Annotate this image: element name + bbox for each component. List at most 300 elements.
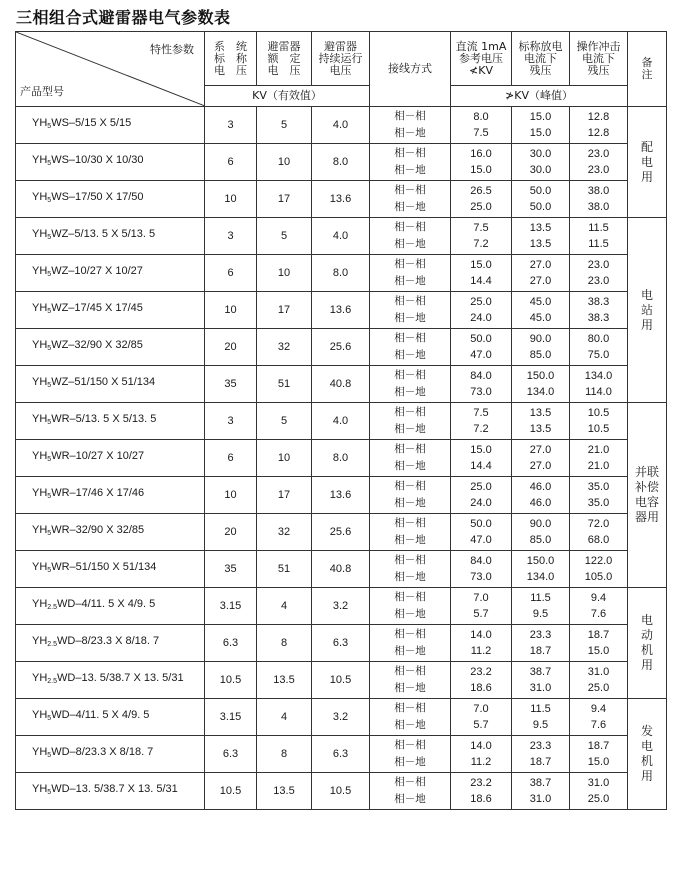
- residual-nominal-cell-value-2: 27.0: [529, 275, 552, 287]
- param-label: 特性参数: [150, 43, 194, 56]
- residual-nominal-cell-value-1: 90.0: [529, 333, 552, 345]
- residual-nominal-cell-value-2: 9.5: [532, 608, 549, 620]
- model-cell: [16, 699, 205, 736]
- table-row: [16, 107, 667, 144]
- residual-nominal-cell-value-1: 90.0: [529, 518, 552, 530]
- model-subscript: 5: [47, 160, 52, 167]
- connection-phase-phase: 相－相: [394, 147, 426, 159]
- connection-phase-ground: 相－地: [394, 608, 426, 620]
- continuous-voltage-cell: 13.6: [312, 292, 370, 329]
- connection-phase-phase: 相－相: [394, 554, 426, 566]
- unit-peak: ≯KV（峰值）: [451, 86, 628, 107]
- model-subscript: 5: [47, 752, 52, 759]
- note-cell: [628, 588, 667, 699]
- model-prefix: YH: [32, 413, 48, 425]
- system-voltage-cell: 10.5: [205, 773, 257, 810]
- connection-phase-phase: 相－相: [394, 517, 426, 529]
- connection-cell: [370, 514, 451, 551]
- residual-switching-cell: [570, 107, 628, 144]
- connection-cell: [370, 366, 451, 403]
- residual-switching-cell-value-1: 38.0: [587, 185, 610, 197]
- dc-reference-cell: [451, 699, 512, 736]
- residual-switching-cell-value-2: 75.0: [587, 349, 610, 361]
- parameter-table: [15, 31, 667, 810]
- header-text-line: 参考电压: [459, 51, 503, 65]
- model-suffix: WS–10/30 X 10/30: [51, 154, 144, 166]
- dc-reference-cell: [451, 218, 512, 255]
- residual-switching-cell-value-1: 18.7: [587, 629, 610, 641]
- dc-reference-cell-value-1: 14.0: [470, 629, 492, 641]
- dc-reference-cell-value-1: 8.0: [473, 111, 489, 123]
- connection-phase-ground: 相－地: [394, 534, 426, 546]
- connection-phase-ground: 相－地: [394, 756, 426, 768]
- model-prefix: YH: [32, 154, 48, 166]
- model-prefix: YH: [32, 117, 48, 129]
- connection-phase-ground: 相－地: [394, 127, 426, 139]
- table-row: [16, 255, 667, 292]
- diagonal-header-cell: [16, 32, 205, 107]
- connection-phase-phase: 相－相: [394, 480, 426, 492]
- page-title: 三相组合式避雷器电气参数表: [16, 8, 231, 27]
- continuous-voltage-cell: 10.5: [312, 773, 370, 810]
- col-system-voltage: [205, 32, 257, 86]
- header-text-line: 直流 1mA: [455, 39, 507, 53]
- connection-cell: [370, 181, 451, 218]
- residual-switching-cell-value-2: 114.0: [585, 386, 612, 398]
- continuous-voltage-cell: 8.0: [312, 255, 370, 292]
- model-suffix: WZ–51/150 X 51/134: [51, 376, 156, 388]
- model-suffix: WR–10/27 X 10/27: [51, 450, 145, 462]
- connection-phase-ground: 相－地: [394, 238, 426, 250]
- dc-reference-cell-value-2: 11.2: [470, 756, 492, 768]
- model-prefix: YH: [32, 191, 48, 203]
- dc-reference-cell: [451, 551, 512, 588]
- dc-reference-cell-value-2: 18.6: [470, 793, 492, 805]
- note-text: 电站用: [640, 287, 653, 332]
- connection-phase-ground: 相－地: [394, 571, 426, 583]
- residual-nominal-cell-value-2: 50.0: [529, 201, 552, 213]
- header-text-line: 持续运行: [318, 51, 363, 65]
- model-subscript: 5: [47, 345, 52, 352]
- rated-voltage-cell: 32: [257, 329, 312, 366]
- header-text-line: 避雷器: [267, 39, 301, 53]
- dc-reference-cell-value-1: 26.5: [470, 185, 492, 197]
- model-suffix: WR–51/150 X 51/134: [51, 561, 157, 573]
- residual-switching-cell: [570, 255, 628, 292]
- dc-reference-cell-value-1: 7.0: [473, 703, 489, 715]
- continuous-voltage-cell: 8.0: [312, 144, 370, 181]
- continuous-voltage-cell: 25.6: [312, 514, 370, 551]
- residual-switching-cell-value-2: 23.0: [587, 275, 610, 287]
- model-subscript: 5: [47, 789, 52, 796]
- rated-voltage-cell: 8: [257, 625, 312, 662]
- connection-phase-ground: 相－地: [394, 682, 426, 694]
- col-residual-nominal: [512, 32, 570, 86]
- connection-phase-ground: 相－地: [394, 201, 426, 213]
- dc-reference-cell-value-2: 47.0: [470, 349, 492, 361]
- dc-reference-cell-value-2: 24.0: [470, 312, 492, 324]
- residual-switching-cell-value-2: 7.6: [590, 608, 607, 620]
- rated-voltage-cell: 51: [257, 551, 312, 588]
- connection-cell: [370, 218, 451, 255]
- continuous-voltage-cell: 40.8: [312, 366, 370, 403]
- header-text-line: 标称放电: [518, 39, 563, 53]
- connection-phase-phase: 相－相: [394, 332, 426, 344]
- note-text: 并联补偿电容器用: [634, 465, 659, 524]
- table-row: [16, 625, 667, 662]
- model-cell: [16, 662, 205, 699]
- residual-nominal-cell: [512, 625, 570, 662]
- dc-reference-cell-value-1: 23.2: [470, 777, 492, 789]
- connection-cell: [370, 403, 451, 440]
- col-dc-reference: [451, 32, 512, 86]
- continuous-voltage-cell: 4.0: [312, 403, 370, 440]
- model-subscript: 5: [47, 234, 52, 241]
- residual-switching-cell-value-2: 23.0: [587, 164, 610, 176]
- residual-nominal-cell-value-2: 31.0: [529, 682, 552, 694]
- continuous-voltage-cell: 40.8: [312, 551, 370, 588]
- system-voltage-cell: 6: [205, 144, 257, 181]
- table-body: [16, 107, 667, 810]
- residual-switching-cell-value-2: 21.0: [587, 460, 610, 472]
- model-subscript: 5: [47, 493, 52, 500]
- rated-voltage-cell: 10: [257, 440, 312, 477]
- model-cell: [16, 255, 205, 292]
- residual-nominal-cell: [512, 107, 570, 144]
- model-cell: [16, 477, 205, 514]
- col-continuous-voltage: [312, 32, 370, 86]
- connection-phase-ground: 相－地: [394, 312, 426, 324]
- residual-switching-cell-value-2: 7.6: [590, 719, 607, 731]
- residual-switching-cell-value-1: 9.4: [590, 703, 607, 715]
- header-text-line: 额 定: [267, 51, 301, 65]
- connection-phase-phase: 相－相: [394, 369, 426, 381]
- residual-nominal-cell-value-1: 45.0: [529, 296, 552, 308]
- connection-phase-ground: 相－地: [394, 719, 426, 731]
- model-suffix: WR–17/46 X 17/46: [51, 487, 145, 499]
- model-cell: [16, 107, 205, 144]
- dc-reference-cell-value-1: 23.2: [470, 666, 492, 678]
- dc-reference-cell-value-2: 24.0: [470, 497, 492, 509]
- residual-switching-cell-value-1: 9.4: [590, 592, 607, 604]
- table-row: [16, 588, 667, 625]
- note-text: 电动机用: [640, 613, 653, 672]
- note-cell: [628, 218, 667, 403]
- connection-phase-ground: 相－地: [394, 164, 426, 176]
- residual-nominal-cell-value-1: 27.0: [529, 444, 552, 456]
- header-text-line: 电流下: [582, 51, 615, 65]
- table-row: [16, 477, 667, 514]
- dc-reference-cell: [451, 440, 512, 477]
- residual-switching-cell: [570, 366, 628, 403]
- header-text-line: 系 统: [214, 39, 247, 53]
- col-rated-voltage: [257, 32, 312, 86]
- connection-phase-ground: 相－地: [394, 349, 426, 361]
- model-cell: [16, 773, 205, 810]
- dc-reference-cell-value-2: 7.5: [473, 127, 489, 139]
- residual-switching-cell-value-1: 10.5: [587, 407, 610, 419]
- residual-switching-cell-value-1: 21.0: [587, 444, 610, 456]
- residual-switching-cell-value-2: 35.0: [587, 497, 610, 509]
- connection-phase-phase: 相－相: [394, 295, 426, 307]
- rated-voltage-cell: 5: [257, 107, 312, 144]
- residual-nominal-cell-value-2: 13.5: [529, 423, 552, 435]
- col-note: [628, 32, 667, 107]
- residual-nominal-cell-value-1: 23.3: [529, 740, 552, 752]
- connection-cell: [370, 625, 451, 662]
- residual-switching-cell-value-2: 38.0: [587, 201, 610, 213]
- table-row: [16, 514, 667, 551]
- residual-nominal-cell-value-2: 18.7: [529, 645, 552, 657]
- residual-switching-cell: [570, 403, 628, 440]
- connection-phase-phase: 相－相: [394, 258, 426, 270]
- dc-reference-cell: [451, 403, 512, 440]
- continuous-voltage-cell: 3.2: [312, 588, 370, 625]
- header-text-line: 电流下: [524, 51, 557, 65]
- dc-reference-cell-value-1: 14.0: [470, 740, 492, 752]
- dc-reference-cell: [451, 662, 512, 699]
- header-text-line: 标 称: [214, 51, 247, 65]
- model-cell: [16, 181, 205, 218]
- residual-nominal-cell: [512, 440, 570, 477]
- system-voltage-cell: 10: [205, 477, 257, 514]
- note-cell: [628, 699, 667, 810]
- model-subscript: 2.5: [47, 678, 58, 685]
- model-prefix: YH: [32, 635, 48, 647]
- residual-nominal-cell: [512, 736, 570, 773]
- dc-reference-cell: [451, 144, 512, 181]
- residual-nominal-cell-value-2: 85.0: [529, 349, 552, 361]
- residual-switching-cell: [570, 218, 628, 255]
- header-text-line: 电 压: [267, 63, 301, 77]
- connection-cell: [370, 292, 451, 329]
- continuous-voltage-cell: 13.6: [312, 181, 370, 218]
- note-cell: [628, 107, 667, 218]
- model-suffix: WD–4/11. 5 X 4/9. 5: [57, 598, 156, 610]
- continuous-voltage-cell: 25.6: [312, 329, 370, 366]
- table-row: [16, 218, 667, 255]
- model-subscript: 5: [47, 530, 52, 537]
- connection-cell: [370, 144, 451, 181]
- model-cell: [16, 144, 205, 181]
- residual-nominal-cell: [512, 773, 570, 810]
- model-suffix: WD–13. 5/38.7 X 13. 5/31: [51, 783, 178, 795]
- rated-voltage-cell: 13.5: [257, 662, 312, 699]
- connection-phase-phase: 相－相: [394, 221, 426, 233]
- system-voltage-cell: 3.15: [205, 588, 257, 625]
- header-text-line: 操作冲击: [576, 39, 621, 53]
- table-row: [16, 551, 667, 588]
- residual-nominal-cell-value-2: 31.0: [529, 793, 552, 805]
- residual-nominal-cell-value-2: 9.5: [532, 719, 549, 731]
- dc-reference-cell-value-2: 7.2: [473, 238, 489, 250]
- dc-reference-cell-value-2: 25.0: [470, 201, 492, 213]
- connection-phase-ground: 相－地: [394, 386, 426, 398]
- connection-phase-ground: 相－地: [394, 793, 426, 805]
- rated-voltage-cell: 17: [257, 477, 312, 514]
- residual-nominal-cell-value-2: 134.0: [526, 386, 555, 398]
- rated-voltage-cell: 17: [257, 292, 312, 329]
- connection-cell: [370, 477, 451, 514]
- residual-nominal-cell: [512, 662, 570, 699]
- residual-switching-cell: [570, 144, 628, 181]
- header-text-line: 残压: [529, 63, 552, 77]
- model-suffix: WR–5/13. 5 X 5/13. 5: [51, 413, 157, 425]
- continuous-voltage-cell: 6.3: [312, 625, 370, 662]
- rated-voltage-cell: 32: [257, 514, 312, 551]
- dc-reference-cell: [451, 366, 512, 403]
- dc-reference-cell: [451, 181, 512, 218]
- dc-reference-cell: [451, 477, 512, 514]
- connection-cell: [370, 551, 451, 588]
- residual-switching-cell-value-1: 31.0: [587, 666, 610, 678]
- model-subscript: 5: [47, 197, 52, 204]
- system-voltage-cell: 10.5: [205, 662, 257, 699]
- residual-switching-cell-value-2: 68.0: [587, 534, 610, 546]
- residual-nominal-cell-value-1: 38.7: [529, 777, 552, 789]
- rated-voltage-cell: 5: [257, 403, 312, 440]
- model-cell: [16, 403, 205, 440]
- connection-cell: [370, 699, 451, 736]
- residual-switching-cell-value-1: 122.0: [584, 555, 613, 567]
- residual-switching-cell: [570, 662, 628, 699]
- dc-reference-cell-value-1: 7.5: [473, 222, 489, 234]
- header-text-line: 电 压: [214, 63, 247, 77]
- residual-switching-cell: [570, 440, 628, 477]
- residual-switching-cell-value-2: 12.8: [587, 127, 610, 139]
- model-subscript: 5: [47, 382, 52, 389]
- residual-nominal-cell: [512, 551, 570, 588]
- table-row: [16, 329, 667, 366]
- model-suffix: WZ–10/27 X 10/27: [51, 265, 143, 277]
- model-suffix: WD–13. 5/38.7 X 13. 5/31: [57, 672, 184, 684]
- header-text-line: 残压: [587, 63, 610, 77]
- residual-nominal-cell-value-1: 23.3: [529, 629, 552, 641]
- dc-reference-cell-value-2: 73.0: [470, 571, 492, 583]
- connection-cell: [370, 255, 451, 292]
- dc-reference-cell-value-2: 5.7: [473, 719, 489, 731]
- table-row: [16, 366, 667, 403]
- residual-switching-cell-value-1: 38.3: [587, 296, 610, 308]
- model-cell: [16, 366, 205, 403]
- connection-cell: [370, 107, 451, 144]
- residual-switching-cell-value-2: 11.5: [588, 238, 609, 250]
- residual-switching-cell-value-1: 31.0: [587, 777, 610, 789]
- model-subscript: 5: [47, 715, 52, 722]
- residual-switching-cell: [570, 736, 628, 773]
- model-cell: [16, 514, 205, 551]
- header-text-line: 避雷器: [324, 39, 357, 53]
- dc-reference-cell-value-1: 7.0: [473, 592, 489, 604]
- dc-reference-cell-value-1: 25.0: [470, 296, 492, 308]
- continuous-voltage-cell: 8.0: [312, 440, 370, 477]
- residual-switching-cell: [570, 625, 628, 662]
- residual-nominal-cell: [512, 181, 570, 218]
- dc-reference-cell-value-1: 84.0: [470, 555, 492, 567]
- system-voltage-cell: 6.3: [205, 625, 257, 662]
- system-voltage-cell: 10: [205, 292, 257, 329]
- residual-switching-cell-value-2: 15.0: [587, 756, 610, 768]
- system-voltage-cell: 10: [205, 181, 257, 218]
- residual-switching-cell-value-2: 15.0: [587, 645, 610, 657]
- table-row: [16, 181, 667, 218]
- connection-cell: [370, 329, 451, 366]
- header-text-line: 备: [641, 56, 653, 69]
- dc-reference-cell-value-2: 14.4: [470, 460, 492, 472]
- connection-cell: [370, 773, 451, 810]
- model-subscript: 5: [47, 308, 52, 315]
- note-text: 发电机用: [640, 724, 653, 783]
- model-prefix: YH: [32, 746, 48, 758]
- connection-phase-phase: 相－相: [394, 628, 426, 640]
- model-subscript: 5: [47, 419, 52, 426]
- rated-voltage-cell: 10: [257, 255, 312, 292]
- col-connection: 接线方式: [370, 32, 451, 107]
- rated-voltage-cell: 51: [257, 366, 312, 403]
- residual-switching-cell-value-1: 35.0: [587, 481, 610, 493]
- residual-nominal-cell-value-1: 11.5: [530, 592, 551, 604]
- connection-phase-ground: 相－地: [394, 423, 426, 435]
- residual-switching-cell: [570, 514, 628, 551]
- residual-nominal-cell-value-2: 27.0: [529, 460, 552, 472]
- model-suffix: WD–8/23.3 X 8/18. 7: [51, 746, 154, 758]
- model-prefix: YH: [32, 561, 48, 573]
- model-prefix: YH: [32, 598, 48, 610]
- dc-reference-cell: [451, 773, 512, 810]
- system-voltage-cell: 6: [205, 440, 257, 477]
- residual-nominal-cell-value-2: 85.0: [529, 534, 552, 546]
- residual-nominal-cell-value-2: 15.0: [529, 127, 552, 139]
- dc-reference-cell: [451, 255, 512, 292]
- model-subscript: 5: [47, 271, 52, 278]
- connection-phase-phase: 相－相: [394, 184, 426, 196]
- model-subscript: 5: [47, 567, 52, 574]
- dc-reference-cell-value-2: 5.7: [473, 608, 489, 620]
- dc-reference-cell-value-2: 47.0: [470, 534, 492, 546]
- model-prefix: YH: [32, 450, 48, 462]
- rated-voltage-cell: 17: [257, 181, 312, 218]
- residual-switching-cell: [570, 773, 628, 810]
- connection-phase-phase: 相－相: [394, 665, 426, 677]
- residual-switching-cell-value-2: 105.0: [584, 571, 613, 583]
- residual-nominal-cell: [512, 588, 570, 625]
- model-cell: [16, 440, 205, 477]
- rated-voltage-cell: 4: [257, 699, 312, 736]
- residual-nominal-cell-value-1: 15.0: [529, 111, 552, 123]
- connection-cell: [370, 440, 451, 477]
- residual-nominal-cell-value-1: 27.0: [529, 259, 552, 271]
- dc-reference-cell-value-1: 7.5: [473, 407, 489, 419]
- model-cell: [16, 625, 205, 662]
- dc-reference-cell-value-2: 11.2: [470, 645, 492, 657]
- residual-switching-cell-value-1: 72.0: [587, 518, 610, 530]
- dc-reference-cell-value-1: 25.0: [470, 481, 492, 493]
- continuous-voltage-cell: 10.5: [312, 662, 370, 699]
- note-cell: [628, 403, 667, 588]
- dc-reference-cell-value-2: 7.2: [473, 423, 489, 435]
- residual-switching-cell: [570, 329, 628, 366]
- dc-reference-cell: [451, 736, 512, 773]
- table-row: [16, 773, 667, 810]
- model-subscript: 5: [47, 456, 52, 463]
- residual-switching-cell: [570, 588, 628, 625]
- system-voltage-cell: 3: [205, 218, 257, 255]
- model-prefix: YH: [32, 302, 48, 314]
- connection-cell: [370, 588, 451, 625]
- residual-nominal-cell-value-2: 45.0: [529, 312, 552, 324]
- dc-reference-cell-value-1: 15.0: [470, 444, 492, 456]
- table-row: [16, 144, 667, 181]
